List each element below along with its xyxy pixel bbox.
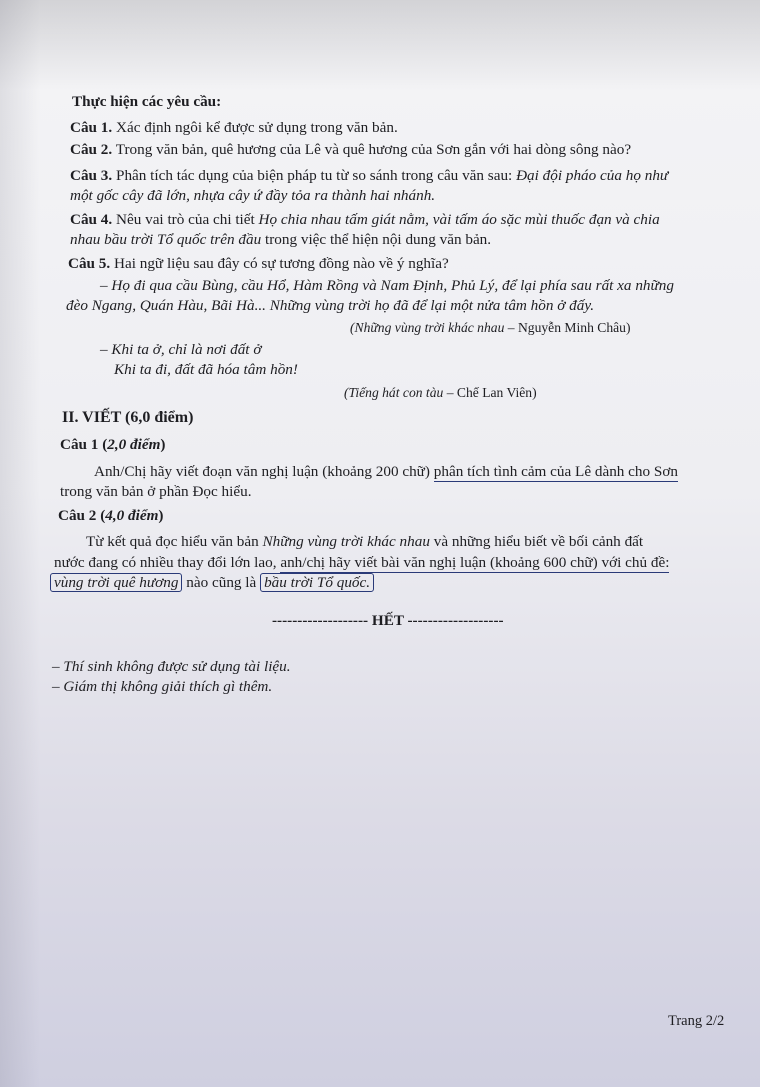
question-4 xyxy=(70,210,660,229)
question-4-quote: Họ chia nhau tấm giát nằm, vài tấm áo sặc mùi thuốc đạn và chia xyxy=(258,211,660,228)
question-3-quote: Đại đội pháo của họ như xyxy=(516,167,669,184)
question-4-cont xyxy=(70,230,491,249)
question-2-label: Câu 2. xyxy=(70,141,113,158)
question-4-quote-cont: nhau bầu trời Tổ quốc trên đầu xyxy=(70,231,262,248)
writing-question-2-text-c: nước đang có nhiều thay đổi lớn lao, xyxy=(54,554,281,571)
writing-question-2-text-d: nào cũng là xyxy=(182,574,261,591)
end-text: HẾT xyxy=(368,612,408,629)
question-5-text: Hai ngữ liệu sau đây có sự tương đồng nào về ý nghĩa? xyxy=(110,255,449,272)
excerpt-1-source-author: – Nguyễn Minh Châu) xyxy=(504,320,631,335)
writing-question-2-close: ) xyxy=(158,507,164,524)
question-1 xyxy=(70,118,398,137)
writing-question-1-line-2: trong văn bản ở phần Đọc hiểu. xyxy=(60,483,252,500)
excerpt-1-source xyxy=(350,318,630,337)
section-2-heading: II. VIẾT (6,0 điểm) xyxy=(62,409,194,426)
page-number: Trang 2/2 xyxy=(668,1013,725,1029)
writing-question-1-text: Anh/Chị hãy viết đoạn văn nghị luận (khoảng 200 chữ) xyxy=(94,463,434,480)
writing-question-1-underlined: phân tích tình cảm của Lê dành cho Sơn xyxy=(433,463,678,480)
question-4-text: Nêu vai trò của chi tiết xyxy=(112,211,259,228)
end-dashes-left: ------------------- xyxy=(272,612,369,629)
excerpt-1-line-1: – Họ đi qua cầu Bùng, cầu Hổ, Hàm Rồng và Nam Định, Phủ Lý, để lại phía sau rất xa những xyxy=(100,277,674,294)
poem-source-title: (Tiếng hát con tàu xyxy=(344,385,444,400)
writing-question-2-underlined: anh/chị hãy viết bài văn nghị luận (khoảng 600 chữ) với chủ đề: xyxy=(280,554,670,571)
question-3-label: Câu 3. xyxy=(70,167,113,184)
writing-question-1-label xyxy=(60,435,165,454)
writing-question-2-line-3 xyxy=(50,573,374,592)
writing-question-2-title: Những vùng trời khác nhau xyxy=(262,533,430,550)
requirements-heading: Thực hiện các yêu cầu: xyxy=(72,93,222,110)
writing-question-1-line-1 xyxy=(94,462,678,481)
poem-source-author: – Chế Lan Viên) xyxy=(443,385,537,400)
writing-question-1-points: 2,0 điểm xyxy=(107,436,161,453)
question-4-label: Câu 4. xyxy=(70,211,113,228)
writing-question-2-points: 4,0 điểm xyxy=(105,507,159,524)
question-5 xyxy=(68,254,449,273)
writing-question-1-prefix: Câu 1 ( xyxy=(60,436,108,453)
poem-line-2: Khi ta đi, đất đã hóa tâm hồn! xyxy=(114,361,298,378)
note-2: – Giám thị không giải thích gì thêm. xyxy=(52,678,273,695)
paper-shadow-left xyxy=(0,0,40,1087)
writing-question-2-text-a: Từ kết quả đọc hiểu văn bản xyxy=(86,533,263,550)
question-3-text: Phân tích tác dụng của biện pháp tu từ so sánh trong câu văn sau: xyxy=(112,167,517,184)
poem-line-1: – Khi ta ở, chỉ là nơi đất ở xyxy=(100,341,262,358)
end-marker xyxy=(272,611,504,630)
writing-question-2-topic-a: vùng trời quê hương xyxy=(50,573,182,592)
poem-source xyxy=(344,383,537,402)
question-1-text: Xác định ngôi kể được sử dụng trong văn bản. xyxy=(112,119,398,136)
question-2-text: Trong văn bản, quê hương của Lê và quê hương của Sơn gắn với hai dòng sông nào? xyxy=(112,141,632,158)
question-3 xyxy=(70,166,668,185)
question-2 xyxy=(70,140,631,159)
note-1: – Thí sinh không được sử dụng tài liệu. xyxy=(52,658,291,675)
writing-question-1-close: ) xyxy=(160,436,166,453)
question-1-label: Câu 1. xyxy=(70,119,113,136)
writing-question-2-line-1 xyxy=(86,532,643,551)
writing-question-2-topic-b: bầu trời Tổ quốc. xyxy=(260,573,374,592)
end-dashes-right: ------------------- xyxy=(407,612,504,629)
writing-question-2-prefix: Câu 2 ( xyxy=(58,507,106,524)
question-3-quote-cont: một gốc cây đã lớn, nhựa cây ứ đầy tỏa ra thành hai nhánh. xyxy=(70,187,436,204)
question-5-label: Câu 5. xyxy=(68,255,111,272)
writing-question-2-text-b: và những hiểu biết về bối cảnh đất xyxy=(429,533,644,550)
question-4-text-cont: trong việc thể hiện nội dung văn bản. xyxy=(261,231,492,248)
writing-question-2-label xyxy=(58,506,163,525)
writing-question-2-line-2 xyxy=(54,553,669,572)
excerpt-1-line-2: đèo Ngang, Quán Hàu, Bãi Hà... Những vùng trời họ đã để lại một nửa tâm hồn ở đấy. xyxy=(66,297,595,314)
excerpt-1-source-title: (Những vùng trời khác nhau xyxy=(350,320,505,335)
paper-shadow-top xyxy=(0,0,760,90)
